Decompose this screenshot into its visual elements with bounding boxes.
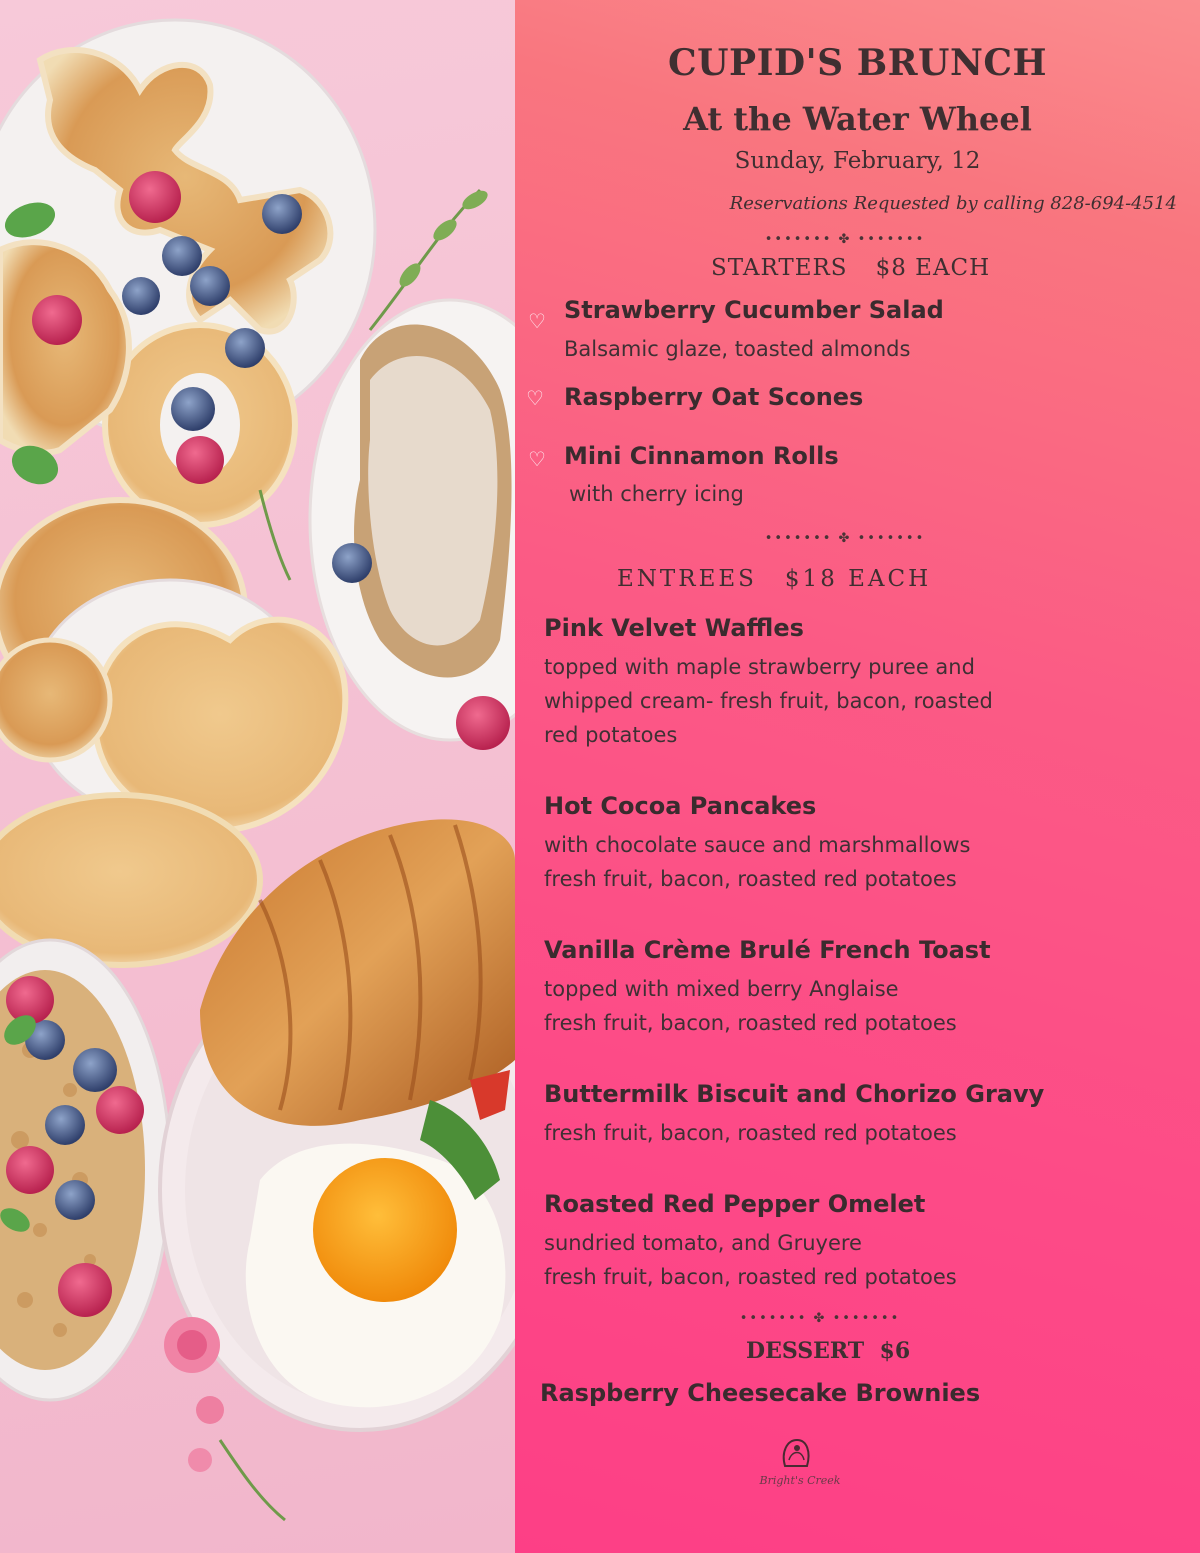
entree-item-name: Pink Velvet Waffles bbox=[544, 614, 804, 642]
entree-item-desc: sundried tomato, and Gruyere bbox=[544, 1231, 862, 1255]
brunch-food-photo bbox=[0, 0, 515, 1553]
entrees-heading bbox=[617, 566, 931, 592]
dessert-item-name: Raspberry Cheesecake Brownies bbox=[540, 1379, 981, 1407]
reservation-note: Reservations Requested by calling 828-694-4514 bbox=[729, 193, 1177, 214]
event-date: Sunday, February, 12 bbox=[734, 148, 981, 174]
starter-item-desc: with cherry icing bbox=[569, 482, 744, 506]
logo-text: Bright's Creek bbox=[759, 1474, 841, 1487]
entrees-price: $18 EACH bbox=[784, 566, 932, 592]
entree-item-desc: fresh fruit, bacon, roasted red potatoes bbox=[544, 1011, 957, 1035]
starters-heading-label: STARTERS bbox=[711, 255, 848, 281]
menu-title: CUPID'S BRUNCH bbox=[667, 42, 1048, 84]
menu-panel bbox=[515, 0, 1200, 1553]
heart-outline-icon: ♡ bbox=[528, 309, 546, 333]
starters-price: $8 EACH bbox=[875, 255, 991, 281]
divider: ••••••• ✤ ••••••• bbox=[764, 232, 926, 247]
entree-item-desc: fresh fruit, bacon, roasted red potatoes bbox=[544, 867, 957, 891]
starter-item-name: Raspberry Oat Scones bbox=[564, 383, 864, 411]
heart-outline-icon: ♡ bbox=[528, 447, 546, 471]
entree-item-desc: red potatoes bbox=[544, 723, 678, 747]
entree-item-desc: with chocolate sauce and marshmallows bbox=[544, 833, 971, 857]
dessert-price: $6 bbox=[879, 1338, 911, 1364]
dessert-heading bbox=[746, 1338, 910, 1364]
entree-item-desc: topped with maple strawberry puree and bbox=[544, 655, 975, 679]
entree-item-name: Roasted Red Pepper Omelet bbox=[544, 1190, 926, 1218]
starter-item-desc: Balsamic glaze, toasted almonds bbox=[564, 337, 911, 361]
divider: ••••••• ✤ ••••••• bbox=[764, 531, 926, 546]
food-illustration bbox=[0, 0, 515, 1553]
logo-mark bbox=[737, 1430, 857, 1480]
entree-item-desc: topped with mixed berry Anglaise bbox=[544, 977, 899, 1001]
entrees-heading-label: ENTREES bbox=[617, 566, 757, 592]
brights-creek-logo-icon bbox=[737, 1430, 857, 1500]
entree-item-name: Vanilla Crème Brulé French Toast bbox=[544, 936, 991, 964]
entree-item-desc: fresh fruit, bacon, roasted red potatoes bbox=[544, 1265, 957, 1289]
starters-heading bbox=[711, 255, 990, 281]
entree-item-name: Hot Cocoa Pancakes bbox=[544, 792, 817, 820]
starter-item-name: Mini Cinnamon Rolls bbox=[564, 442, 839, 470]
entree-item-name: Buttermilk Biscuit and Chorizo Gravy bbox=[544, 1080, 1045, 1108]
entree-item-desc: fresh fruit, bacon, roasted red potatoes bbox=[544, 1121, 957, 1145]
starter-item-name: Strawberry Cucumber Salad bbox=[564, 296, 944, 324]
entree-item-desc: whipped cream- fresh fruit, bacon, roasted bbox=[544, 689, 993, 713]
heart-outline-icon: ♡ bbox=[526, 386, 544, 410]
dessert-heading-label: DESSERT bbox=[746, 1338, 865, 1364]
menu-subtitle: At the Water Wheel bbox=[683, 100, 1032, 138]
divider: ••••••• ✤ ••••••• bbox=[739, 1311, 901, 1326]
